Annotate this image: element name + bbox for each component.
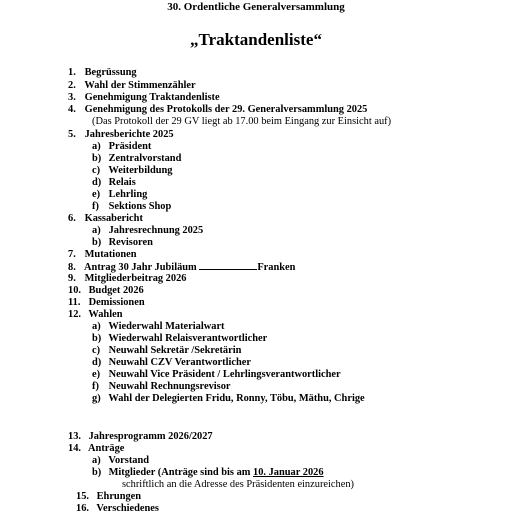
agenda-item-1: 1. Begrüssung [68,67,137,78]
assembly-title: 30. Ordentliche Generalversammlung [167,1,345,13]
sub-item: e) Lehrling [92,189,148,200]
sub-item: b) Zentralvorstand [92,153,182,164]
protocol-note: (Das Protokoll der 29 GV liegt ab 17.00 beim Eingang zur Einsicht auf) [92,116,392,127]
sub-item: f) Sektions Shop [92,201,172,212]
sub-item: d) Neuwahl CZV Verantwortlicher [92,357,251,368]
deadline-date: 10. Januar 2026 [253,467,324,478]
agenda-item-11: 11. Demissionen [68,297,145,308]
amount-blank [199,261,257,270]
agenda-item-3: 3. Genehmigung Traktandenliste [68,92,220,103]
sub-item: b) Revisoren [92,237,153,248]
agenda-item-9: 9. Mitgliederbeitrag 2026 [68,273,187,284]
sub-item: e) Neuwahl Vice Präsident / Lehrlingsverantwortlicher [92,369,341,380]
agenda-title: „Traktandenliste“ [190,30,322,49]
agenda-item-13: 13. Jahresprogramm 2026/2027 [68,431,213,442]
agenda-item-10: 10. Budget 2026 [68,285,144,296]
sub-item: f) Neuwahl Rechnungsrevisor [92,381,231,392]
sub-item: b) Mitglieder (Anträge sind bis am 10. Januar 2026 [92,467,324,478]
agenda-item-15: 15. Ehrungen [76,491,142,502]
sub-item: a) Vorstand [92,455,150,466]
agenda-item-8: 8. Antrag 30 Jahr Jubiläum Franken [68,262,296,273]
sub-item: d) Relais [92,177,136,188]
agenda-item-14: 14. Anträge [68,443,125,454]
agenda-item-7: 7. Mutationen [68,249,137,260]
sub-item: b) Wiederwahl Relaisverantwortlicher [92,333,268,344]
agenda-item-16: 16. Verschiedenes [76,503,159,514]
sub-item: a) Wiederwahl Materialwart [92,321,225,332]
sub-item: a) Präsident [92,141,152,152]
sub-item: g) Wahl der Delegierten Fridu, Ronny, Töbu, Mäthu, Chrige [92,393,365,404]
motion-note: schriftlich an die Adresse des Präsidenten einzureichen) [122,479,354,490]
sub-item: c) Weiterbildung [92,165,173,176]
agenda-item-5: 5. Jahresberichte 2025 [68,129,174,140]
sub-item: c) Neuwahl Sekretär /Sekretärin [92,345,242,356]
agenda-item-12: 12. Wahlen [68,309,123,320]
agenda-item-2: 2. Wahl der Stimmenzähler [68,80,196,91]
agenda-item-6: 6. Kassabericht [68,213,143,224]
agenda-item-4: 4. Genehmigung des Protokolls der 29. Generalversammlung 2025 [68,104,368,115]
sub-item: a) Jahresrechnung 2025 [92,225,204,236]
